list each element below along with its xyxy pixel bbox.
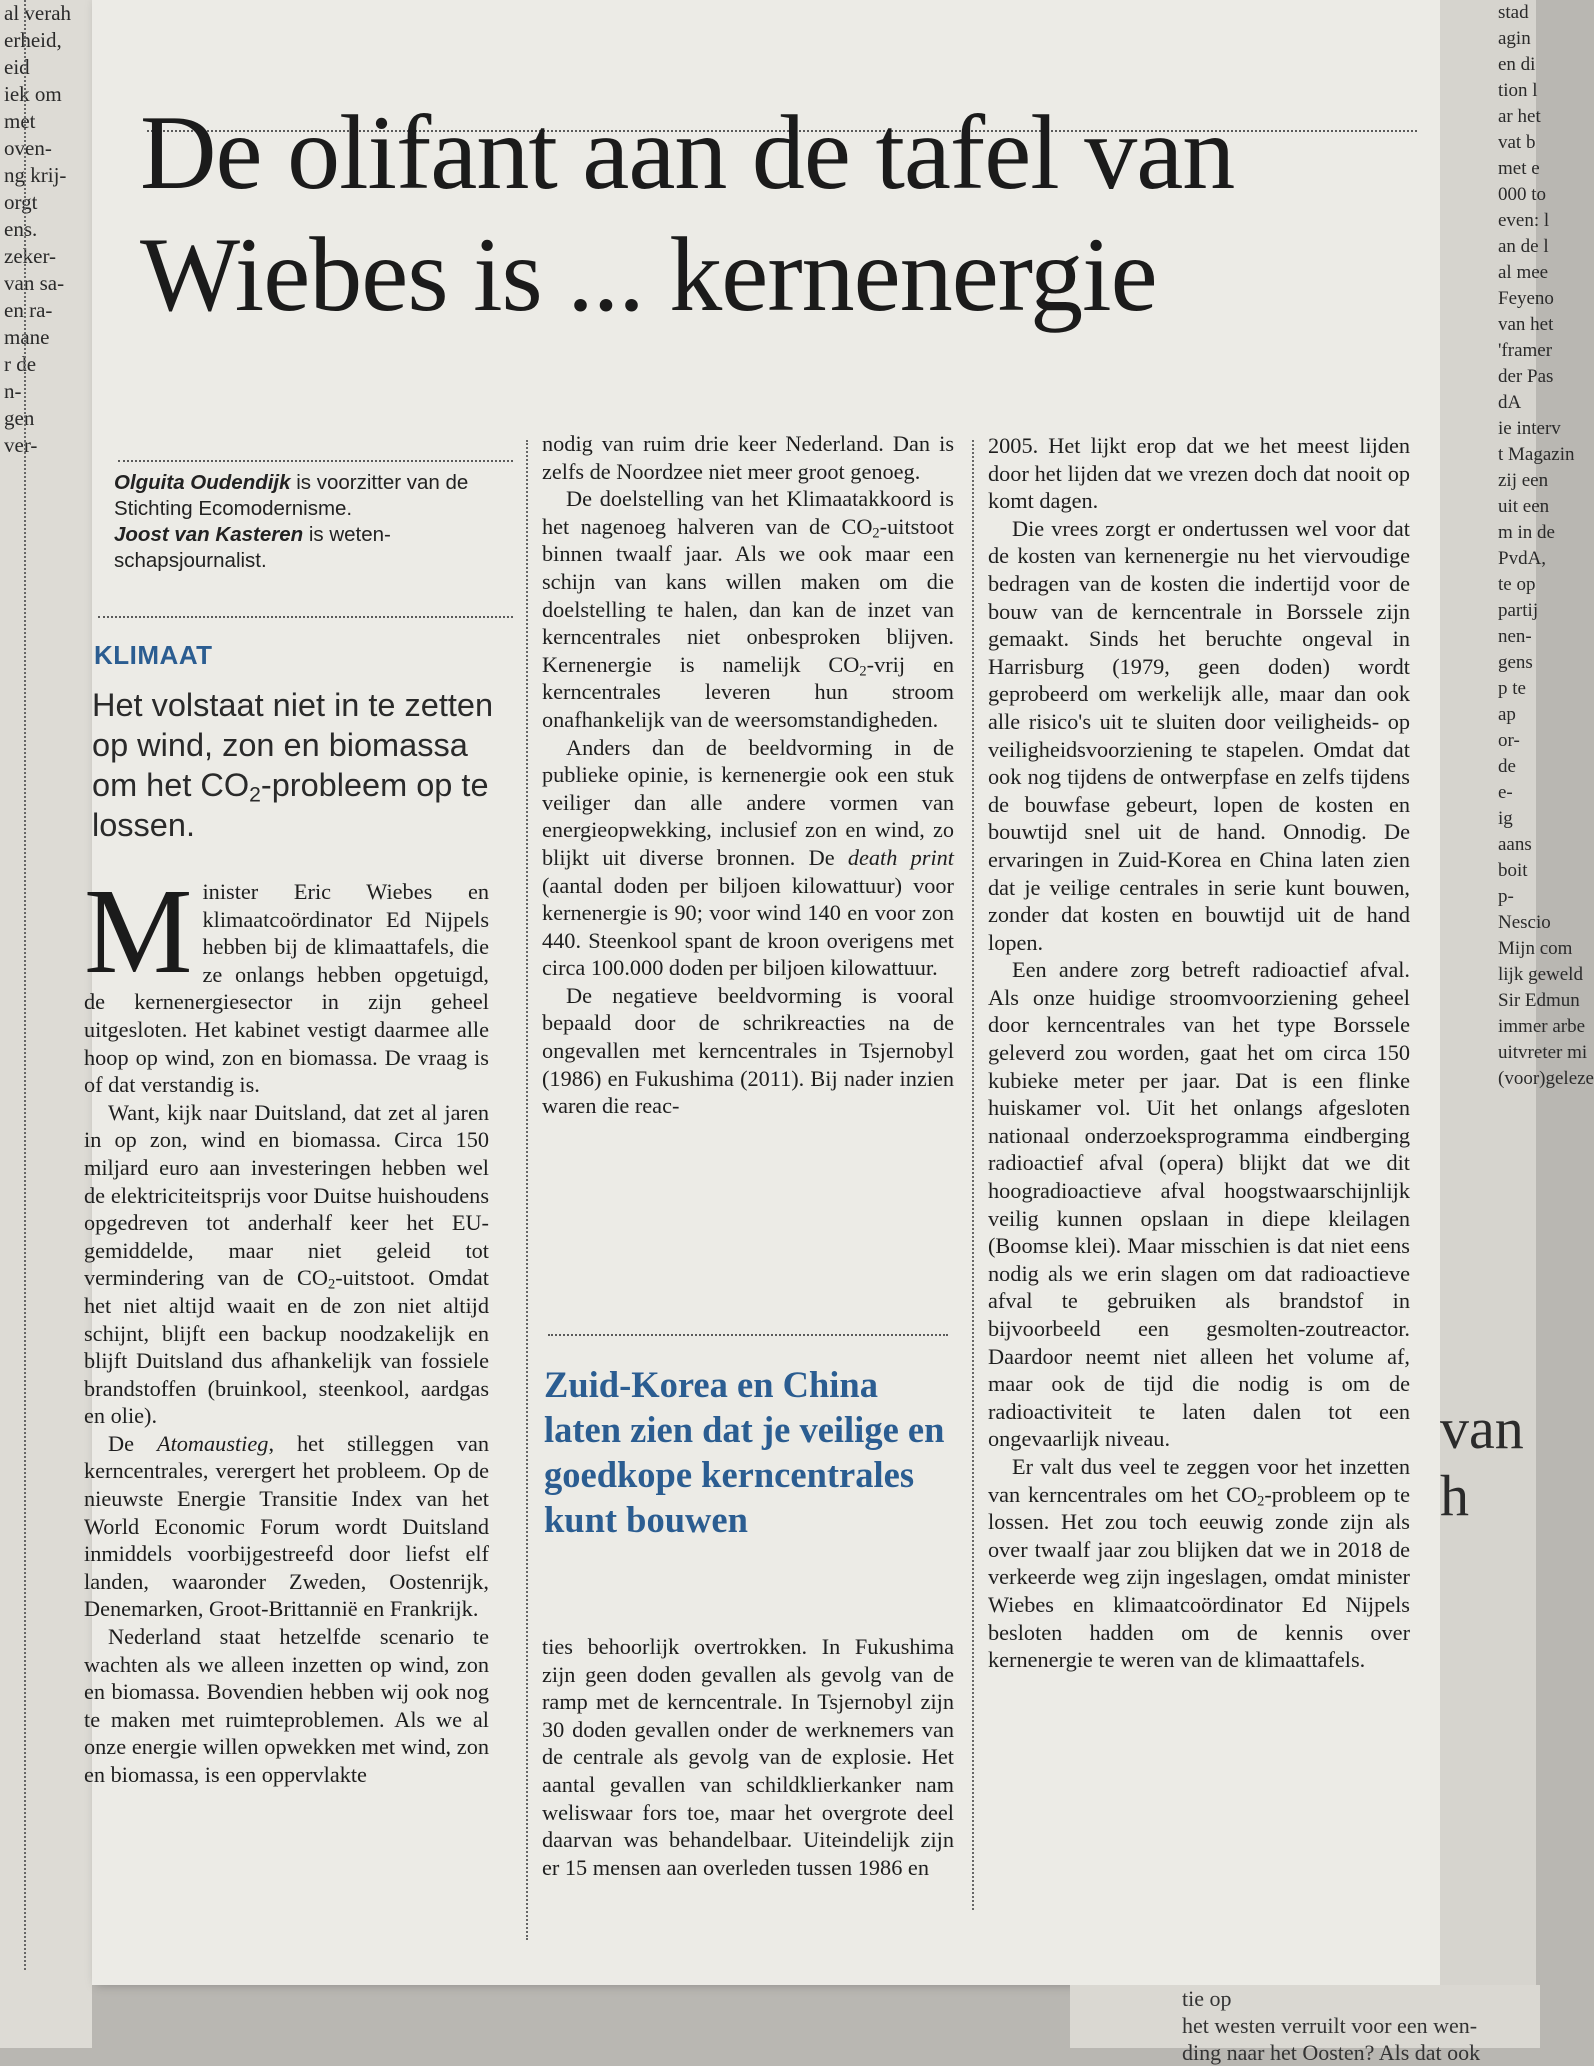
text-fragment: en di <box>1498 54 1536 75</box>
paragraph-text: inister Eric Wiebes en klimaatcoördinator Ed Nijpels hebben bij de klimaattafels, die ze onlangs hebben opgetuigd, de kernenergiesector in zijn geheel uitgesloten. Het kabinet vestigt daarmee alle hoop op wind, zon en biomassa. De vraag is of dat verstandig is. <box>84 879 489 1098</box>
text-fragment: aans <box>1498 834 1532 855</box>
adjacent-page-below <box>1070 1985 1540 2065</box>
text-fragment: 'framer <box>1498 340 1553 361</box>
text-fragment: t Magazin <box>1498 444 1575 465</box>
section-kicker: KLIMAAT <box>94 640 213 670</box>
text-fragment: dA <box>1498 392 1522 413</box>
pull-quote: Zuid-Korea en China laten zien dat je veilige en goedkope kerncentrales kunt bouwen <box>544 1364 945 1540</box>
text-fragment: p te <box>1498 678 1526 699</box>
text-fragment: gens <box>1498 652 1533 673</box>
text-fragment: Sir Edmun <box>1498 990 1580 1011</box>
paragraph-text: Die vrees zorgt er ondertussen wel voor dat de kosten van kernenergie nu het viervoudige bedragen van de kosten die indertijd voor de bouw van de kerncentrale in Borssele zijn gemaakt. Sinds het beruchte ongeval in Harrisburg (1979, geen doden) wordt geprobeerd om werkelijk alle, maar dan ook alle risico's uit te sluiten door veiligheids- op veiligheidsvoorziening te stapelen. Omdat dat ook nog tijdens de ontwerpfase en zelfs tijdens de bouwfase gebeurt, lopen de kosten en bouwtijd snel uit de hand. Onnodig. De ervaringen in Zuid-Korea en China laten zien dat je veilige centrales in serie kunt bouwen, zonder dat kosten en bouwtijd uit de hand lopen. <box>988 515 1410 955</box>
author-name-2: Joost van Kasteren <box>114 523 304 546</box>
paragraph-text: De <box>108 1430 157 1456</box>
text-fragment: het westen verruilt voor een wen- <box>1182 2013 1478 2038</box>
text-fragment: tion l <box>1498 80 1538 101</box>
text-fragment: oven- <box>4 136 52 160</box>
text-fragment: Mijn com <box>1498 938 1573 959</box>
text-fragment: stad <box>1498 2 1529 23</box>
text-fragment: uitvreter mi <box>1498 1042 1588 1063</box>
text-fragment: met <box>4 109 36 133</box>
subscript: 2 <box>327 1276 336 1293</box>
paragraph-text: Nederland staat hetzelfde scenario te wachten als we alleen inzetten op wind, zon en biomassa. Bovendien hebben wij ook nog te maken met ruimteproblemen. Als we al onze energie willen opwekken met wind, zon en biomassa, is een oppervlakte <box>84 1624 489 1787</box>
text-fragment: zij een <box>1498 470 1549 491</box>
text-fragment: al mee <box>1498 262 1549 283</box>
column-2-top <box>542 430 954 1120</box>
subscript: 2 <box>859 663 867 680</box>
text-fragment: p- <box>1498 886 1514 907</box>
text-fragment: met e <box>1498 158 1540 179</box>
column-rule-2 <box>972 440 974 1910</box>
text-fragment: even: l <box>1498 210 1550 231</box>
column-rule-1 <box>526 440 528 1940</box>
text-fragment: PvdA, <box>1498 548 1547 569</box>
paragraph <box>988 1453 1410 1674</box>
text-fragment: iek om <box>4 82 62 106</box>
text-fragment: m in de <box>1498 522 1555 543</box>
paragraph-text: -uitstoot binnen twaalf jaar. Als we ook maar een schijn van kans willen maken om die doelstelling te halen, dan kan de inzet van kerncentrales niet onbesproken blijven. Kernenergie is namelijk CO <box>542 513 954 677</box>
paragraph-text: Een andere zorg betreft radioactief afval. Als onze huidige stroomvoorziening geheel door kerncentrales van het type Borssele geleverd zou worden, gaat het om circa 150 kubieke meter per jaar. Dat is een flinke huiskamer vol. Uit het onlangs afgesloten nationaal onderzoeksprogramma eindberging radioactief afval (opera) blijkt dat we dit hoogradioactieve afval hoogstwaarschijnlijk veilig kunnen opslaan in diepe kleilagen (Boomse klei). Maar misschien is dat niet eens nodig als we erin slagen om dat radioactieve afval te gebruiken als brandstof in bijvoorbeeld een gesmolten-zoutreactor. Daardoor neemt niet alleen het volume af, maar ook de tijd die nodig is om de radioactiviteit te laten dalen tot een ongevaarlijk niveau. <box>988 957 1410 1452</box>
text-fragment: 000 to <box>1498 184 1547 205</box>
text-fragment: nen- <box>1498 626 1532 647</box>
text-fragment: agin <box>1498 28 1531 49</box>
paragraph-text: De negatieve beeldvorming is vooral bepaald door de schrikreacties na de ongevallen met kerncentrales in Tsjernobyl (1986) en Fukushima (2011). Bij nader inzien waren die reac- <box>542 982 954 1119</box>
author-role-2: is weten-schapsjournalist. <box>114 523 391 572</box>
drop-cap: M <box>84 864 193 999</box>
intro-sub: 2 <box>249 783 261 807</box>
text-fragment: zeker- <box>4 244 57 268</box>
paragraph-text: , het stilleggen van kerncentrales, verergert het probleem. Op de nieuwste Energie Transitie Index van het World Economic Forum wordt Duitsland inmiddels voorbijgestreefd door liefst elf landen, waaronder Zweden, Oostenrijk, Denemarken, Groot-Brittannië en Frankrijk. <box>84 1430 489 1622</box>
text-fragment: der Pas <box>1498 366 1554 387</box>
paragraph <box>542 982 954 1120</box>
column-3 <box>988 432 1410 1674</box>
author-role-1: is voorzitter van de Stichting Ecomodernisme. <box>114 471 469 520</box>
text-fragment: erheid, <box>4 28 62 52</box>
text-fragment: boit <box>1498 860 1528 881</box>
adjacent-left-text <box>0 0 92 459</box>
text-fragment: ens. <box>4 217 38 241</box>
emphasis: death print <box>847 844 954 870</box>
paragraph-text: -uitstoot. Omdat het niet altijd waait en de zon niet altijd schijnt, blijft een backup noodzakelijk en blijft Duitsland dus afhankelijk van fossiele brandstoffen (bruinkool, steenkool, aardgas en olie). <box>84 1265 489 1429</box>
text-fragment: e- <box>1498 782 1513 803</box>
paragraph <box>542 430 954 485</box>
paragraph-text: Want, kijk naar Duitsland, dat zet al jaren in op zon, wind en biomassa. Circa 150 miljard euro aan investeringen hebben wel de elektriciteitsprijs voor Duitse huishoudens opgedreven tot anderhalf keer het EU-gemiddelde, maar niet geleid tot vermindering van de CO <box>84 1099 489 1291</box>
emphasis: Atomaustieg <box>156 1430 269 1456</box>
text-fragment: an de l <box>1498 236 1549 257</box>
left-column-rule <box>24 0 26 1970</box>
text-fragment: mane <box>4 325 50 349</box>
intro-before: Het volstaat niet in te zetten op wind, zon en biomassa om het CO <box>92 687 494 803</box>
text-fragment: al verah <box>4 1 72 25</box>
adjacent-page-right <box>1440 0 1594 2048</box>
adjacent-right-text <box>1440 0 1594 1092</box>
paragraph-text: (aantal doden per biljoen kilowattuur) voor kernenergie is 90; voor wind 140 en voor zon 440. Steenkool spant de kroon overigens met circa 100.000 doden per biljoen kilowattuur. <box>542 872 954 981</box>
text-fragment: tie op <box>1182 1986 1232 2011</box>
text-fragment: ver- <box>4 433 38 457</box>
byline <box>114 470 514 574</box>
text-fragment: te op <box>1498 574 1536 595</box>
text-fragment: ding naar het Oosten? Als dat ook <box>1182 2040 1481 2065</box>
paragraph-text: De doelstelling van het Klimaatakkoord is het nagenoeg halveren van de CO <box>542 486 954 539</box>
text-fragment: Feyeno <box>1498 288 1554 309</box>
adjacent-right-heading: van h <box>1440 1396 1524 1528</box>
headline-line-1: De olifant aan de tafel van <box>140 94 1235 211</box>
text-fragment: gen <box>4 406 35 430</box>
paragraph-text: ties behoorlijk overtrokken. In Fukushima zijn geen doden gevallen als gevolg van de ramp met de kerncentrale. In Tsjernobyl zijn 30 doden gevallen onder de werknemers van de centrale als gevolg van de explosie. Het aantal gevallen van schildklierkanker nam weliswaar fors toe, maar het overgrote deel daarvan was behandelbaar. Uiteindelijk zijn er 15 mensen aan overleden tussen 1986 en <box>542 1634 954 1880</box>
text-fragment: de <box>1498 756 1516 777</box>
text-fragment: n- <box>4 379 22 403</box>
text-fragment: eid <box>4 55 30 79</box>
paragraph-text: 2005. Het lijkt erop dat we het meest lijden door het lijden dat we vrezen doch dat nooit op komt dagen. <box>988 433 1410 514</box>
text-fragment: immer arbe <box>1498 1016 1586 1037</box>
paragraph <box>84 1099 489 1430</box>
text-fragment: en ra- <box>4 298 53 322</box>
paragraph <box>542 485 954 733</box>
intro-after: -probleem op te lossen. <box>92 767 489 843</box>
intro-text <box>92 685 497 845</box>
paragraph <box>988 432 1410 515</box>
paragraph-text: -vrij en kerncentrales leveren hun stroom onafhankelijk van de weersomstandigheden. <box>542 651 954 732</box>
text-fragment: r de <box>4 352 37 376</box>
text-fragment: ig <box>1498 808 1513 829</box>
headline <box>140 92 1430 336</box>
text-fragment: (voor)geleze <box>1498 1068 1594 1089</box>
paragraph <box>542 734 954 982</box>
text-fragment: or- <box>1498 730 1520 751</box>
text-fragment: ie interv <box>1498 418 1561 439</box>
subscript: 2 <box>1257 1493 1265 1510</box>
text-fragment: ap <box>1498 704 1516 725</box>
paragraph <box>84 1623 489 1789</box>
byline-rule-top <box>118 460 513 462</box>
headline-line-2: Wiebes is ... kernenergie <box>140 216 1157 333</box>
paragraph <box>84 1430 489 1623</box>
paragraph-text: Er valt dus veel te zeggen voor het inzetten van kerncentrales om het CO <box>988 1453 1410 1507</box>
text-fragment: van sa- <box>4 271 65 295</box>
paragraph <box>988 515 1410 957</box>
paragraph <box>542 1633 954 1881</box>
paragraph <box>988 956 1410 1453</box>
text-fragment: van het <box>1498 314 1554 335</box>
byline-rule-bottom <box>98 616 513 618</box>
text-fragment: partij <box>1498 600 1539 621</box>
newspaper-page <box>84 0 1440 1985</box>
paragraph <box>84 864 489 1099</box>
adjacent-below-text <box>1070 1985 1540 2066</box>
paragraph-text: -probleem op te lossen. Het zou toch eeuwig zonde zijn als over twaalf jaar zou blijken dat we in 2018 de verkeerde weg zijn ingeslagen, omdat minister Wiebes en klimaatcoördinator Ed Nijpels besloten hadden om de kennis over kernenergie te weren van de klimaattafels. <box>988 1481 1410 1673</box>
text-fragment: Nescio <box>1498 912 1551 933</box>
author-name-1: Olguita Oudendijk <box>114 471 291 494</box>
text-fragment: uit een <box>1498 496 1550 517</box>
paragraph-text: nodig van ruim drie keer Nederland. Dan is zelfs de Noordzee niet meer groot genoeg. <box>542 431 954 484</box>
text-fragment: vat b <box>1498 132 1536 153</box>
subscript: 2 <box>872 525 880 542</box>
text-fragment: lijk geweld <box>1498 964 1583 985</box>
column-1 <box>84 864 489 1789</box>
text-fragment: orgt <box>4 190 38 214</box>
text-fragment: ar het <box>1498 106 1541 127</box>
pullquote-rule <box>548 1334 948 1336</box>
text-fragment: ng krij- <box>4 163 67 187</box>
column-2-bottom <box>542 1633 954 1881</box>
adjacent-page-left <box>0 0 92 2048</box>
paragraph-text: Anders dan de beeldvorming in de publieke opinie, is kernenergie ook een stuk veiliger dan alle andere vormen van energieopwekking, inclusief zon en wind, zo blijkt uit diverse bronnen. De <box>542 734 954 870</box>
